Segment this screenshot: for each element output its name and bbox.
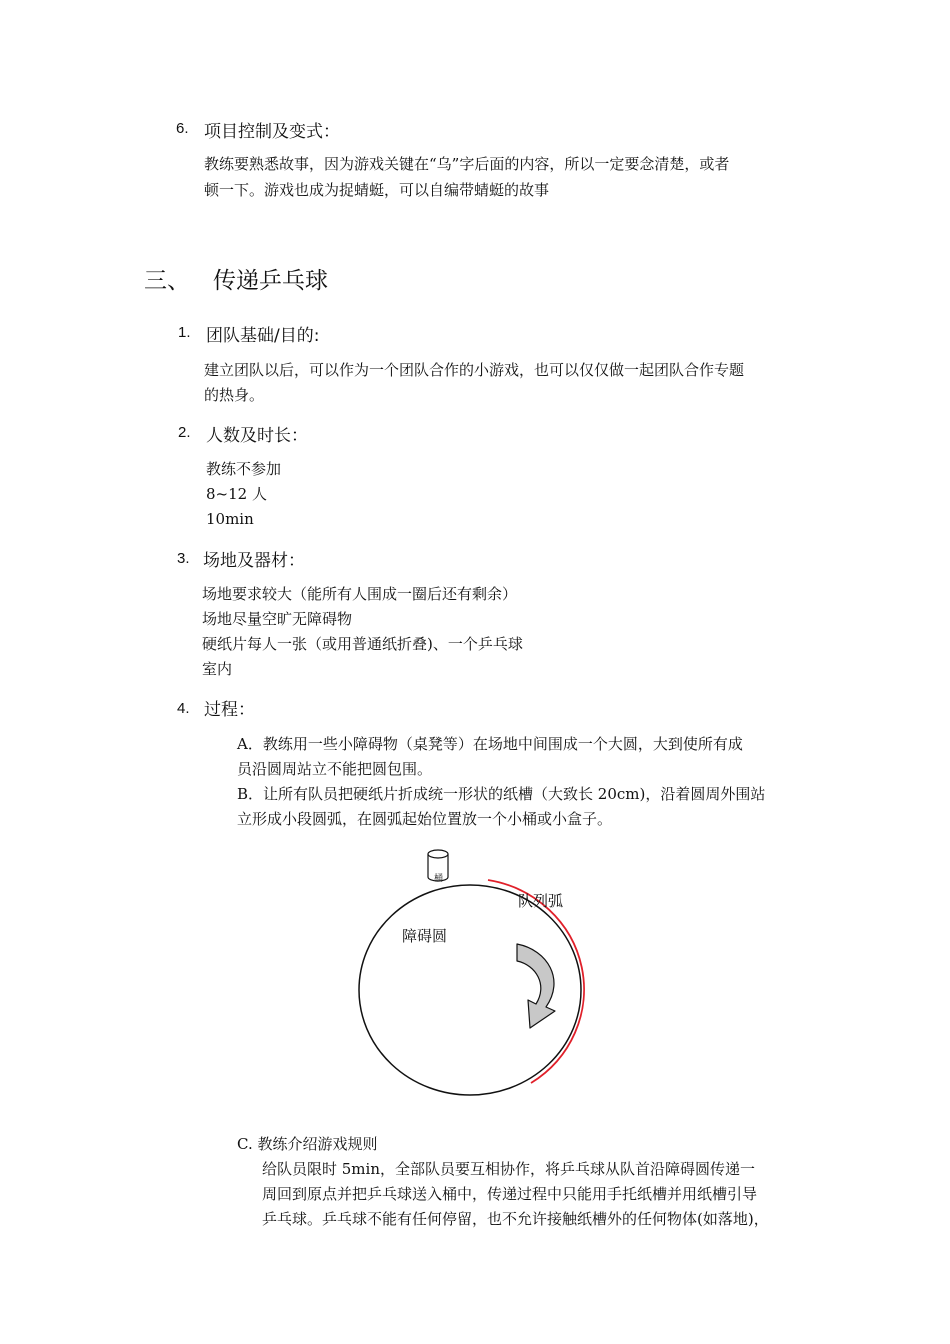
list-line: 10min [206, 510, 254, 528]
item-heading-4: 过程： [204, 700, 255, 720]
step-c-line: 周回到原点并把乒乓球送入桶中，传递过程中只能用手托纸槽并用纸槽引导 [262, 1185, 758, 1203]
curved-arrow-icon [517, 944, 555, 1028]
list-line: 场地尽量空旷无障碍物 [202, 610, 353, 628]
item-number-1: 1. [178, 324, 191, 341]
list-line: 场地要求较大（能所有人围成一圈后还有剩余） [202, 585, 518, 603]
paragraph-line: 顿一下。游戏也成为捉蜻蜓，可以自编带蜻蜓的故事 [204, 181, 550, 199]
step-c-line: 乒乓球。乒乓球不能有任何停留，也不允许接触纸槽外的任何物体(如落地)， [262, 1210, 769, 1228]
item-number-2: 2. [178, 424, 191, 441]
list-line: 教练不参加 [206, 460, 282, 478]
item-number-4: 4. [177, 700, 190, 717]
item-heading-6: 项目控制及变式： [204, 122, 340, 142]
item-heading-2: 人数及时长： [206, 426, 308, 446]
step-c-line: 给队员限时 5min，全部队员要互相协作，将乒乓球从队首沿障碍圆传递一 [262, 1160, 755, 1178]
section-number: 三、 [144, 268, 190, 294]
step-c-title: C. 教练介绍游戏规则 [237, 1135, 378, 1153]
section-title: 传递乒乓球 [213, 268, 328, 294]
item-number-6: 6. [176, 120, 189, 137]
step-a-line: 员沿圆周站立不能把圆包围。 [237, 760, 433, 778]
step-b-line: 立形成小段圆弧，在圆弧起始位置放一个小桶或小盒子。 [237, 810, 613, 828]
obstacle-circle-label: 障碍圆 [402, 927, 448, 945]
step-b-line: B．让所有队员把硬纸片折成统一形状的纸槽（大致长 20cm)，沿着圆周外围站 [237, 785, 766, 803]
item-heading-3: 场地及器材： [203, 551, 305, 571]
paragraph-line: 的热身。 [204, 386, 265, 404]
paragraph-line: 教练要熟悉故事，因为游戏关键在“乌”字后面的内容，所以一定要念清楚，或者 [204, 155, 730, 173]
list-line: 硬纸片每人一张（或用普通纸折叠)、一个乒乓球 [202, 635, 523, 653]
paragraph-line: 建立团队以后，可以作为一个团队合作的小游戏，也可以仅仅做一起团队合作专题 [204, 361, 745, 379]
step-a-line: A．教练用一些小障碍物（桌凳等）在场地中间围成一个大圆，大到使所有成 [237, 735, 743, 753]
list-line: 室内 [202, 660, 233, 678]
item-heading-1: 团队基础/目的: [206, 326, 320, 346]
item-number-3: 3. [177, 550, 190, 567]
queue-arc-label: 队列弧 [518, 892, 564, 910]
bucket-label: 桶 [434, 874, 444, 884]
list-line: 8~12 人 [206, 485, 267, 503]
